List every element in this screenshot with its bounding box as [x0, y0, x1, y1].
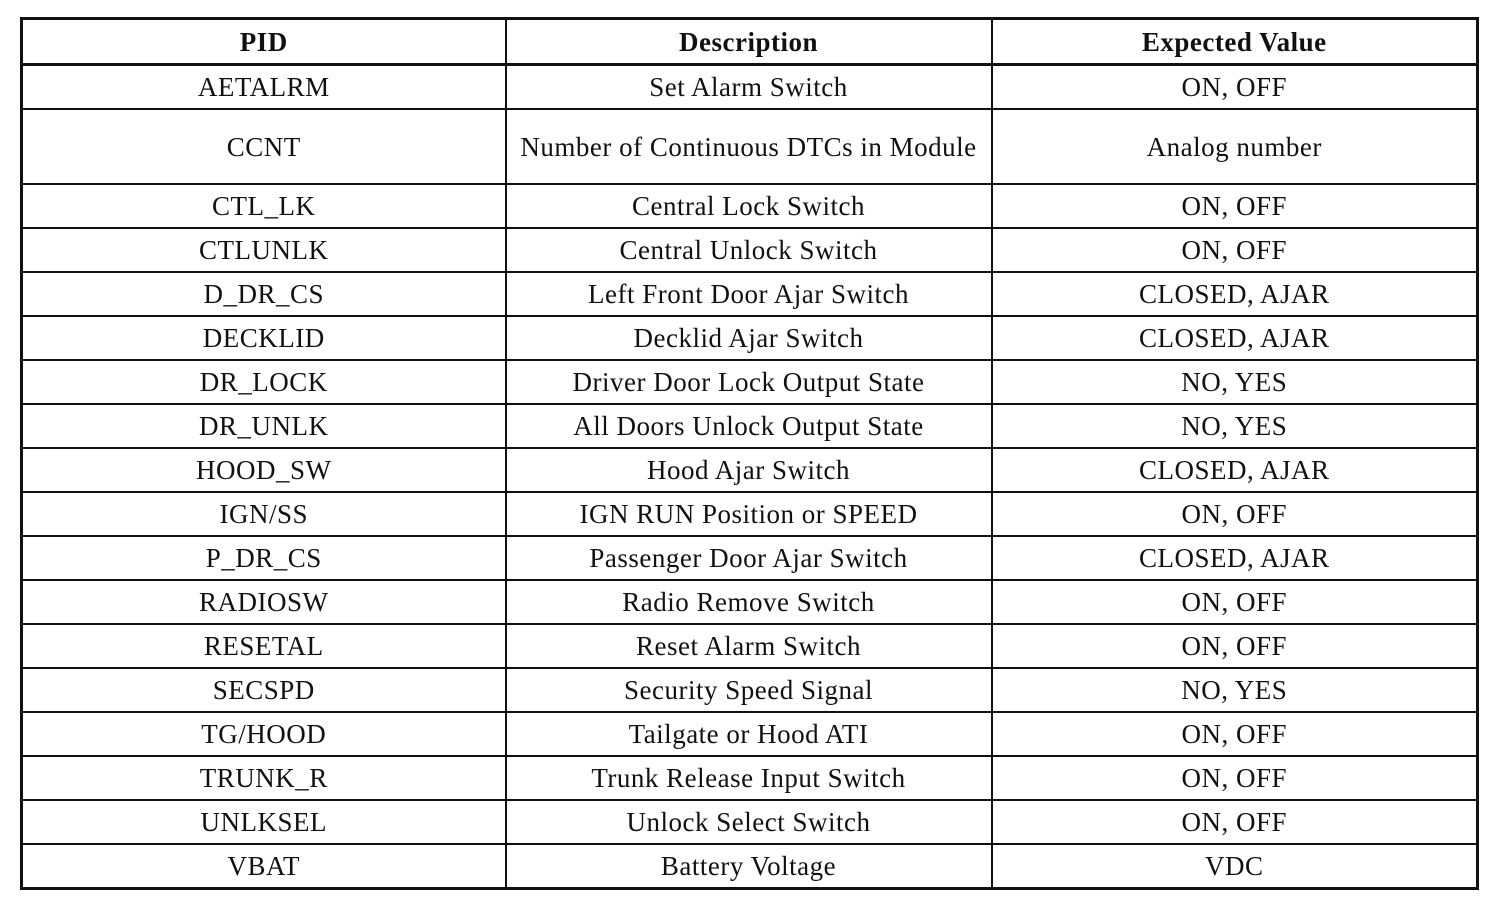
- description-cell: Left Front Door Ajar Switch: [506, 272, 992, 316]
- expected-value-cell: Analog number: [992, 109, 1478, 184]
- pid-cell: DR_LOCK: [22, 360, 506, 404]
- header-expected-value: Expected Value: [992, 19, 1478, 65]
- expected-value-cell: ON, OFF: [992, 580, 1478, 624]
- pid-cell: TG/HOOD: [22, 712, 506, 756]
- table-row: [22, 184, 1478, 228]
- table-row: [22, 844, 1478, 889]
- expected-value-cell: ON, OFF: [992, 492, 1478, 536]
- table-row: [22, 360, 1478, 404]
- description-cell: Tailgate or Hood ATI: [506, 712, 992, 756]
- pid-table: [20, 17, 1479, 890]
- expected-value-cell: NO, YES: [992, 668, 1478, 712]
- expected-value-cell: CLOSED, AJAR: [992, 316, 1478, 360]
- pid-cell: CTLUNLK: [22, 228, 506, 272]
- expected-value-cell: NO, YES: [992, 360, 1478, 404]
- pid-cell: VBAT: [22, 844, 506, 889]
- description-cell: Set Alarm Switch: [506, 65, 992, 110]
- table-row: [22, 580, 1478, 624]
- pid-cell: P_DR_CS: [22, 536, 506, 580]
- table-row: [22, 668, 1478, 712]
- description-cell: Security Speed Signal: [506, 668, 992, 712]
- pid-cell: IGN/SS: [22, 492, 506, 536]
- table-row: [22, 109, 1478, 184]
- table-row: [22, 65, 1478, 110]
- description-cell: Radio Remove Switch: [506, 580, 992, 624]
- table-row: [22, 272, 1478, 316]
- pid-cell: DR_UNLK: [22, 404, 506, 448]
- pid-cell: CCNT: [22, 109, 506, 184]
- table-row: [22, 448, 1478, 492]
- table-row: [22, 624, 1478, 668]
- expected-value-cell: ON, OFF: [992, 65, 1478, 110]
- pid-cell: DECKLID: [22, 316, 506, 360]
- pid-cell: HOOD_SW: [22, 448, 506, 492]
- expected-value-cell: NO, YES: [992, 404, 1478, 448]
- description-cell: Decklid Ajar Switch: [506, 316, 992, 360]
- pid-cell: SECSPD: [22, 668, 506, 712]
- pid-cell: RADIOSW: [22, 580, 506, 624]
- description-cell: Number of Continuous DTCs in Module: [506, 109, 992, 184]
- description-cell: IGN RUN Position or SPEED: [506, 492, 992, 536]
- description-cell: Battery Voltage: [506, 844, 992, 889]
- description-cell: Unlock Select Switch: [506, 800, 992, 844]
- expected-value-cell: ON, OFF: [992, 756, 1478, 800]
- table-row: [22, 800, 1478, 844]
- expected-value-cell: CLOSED, AJAR: [992, 536, 1478, 580]
- table-row: [22, 404, 1478, 448]
- table-row: [22, 712, 1478, 756]
- description-cell: All Doors Unlock Output State: [506, 404, 992, 448]
- expected-value-cell: ON, OFF: [992, 712, 1478, 756]
- description-cell: Central Unlock Switch: [506, 228, 992, 272]
- description-cell: Hood Ajar Switch: [506, 448, 992, 492]
- header-pid: PID: [22, 19, 506, 65]
- expected-value-cell: ON, OFF: [992, 800, 1478, 844]
- description-cell: Reset Alarm Switch: [506, 624, 992, 668]
- expected-value-cell: CLOSED, AJAR: [992, 272, 1478, 316]
- pid-cell: TRUNK_R: [22, 756, 506, 800]
- table-row: [22, 536, 1478, 580]
- expected-value-cell: ON, OFF: [992, 184, 1478, 228]
- pid-cell: CTL_LK: [22, 184, 506, 228]
- table-row: [22, 492, 1478, 536]
- pid-cell: UNLKSEL: [22, 800, 506, 844]
- header-description: Description: [506, 19, 992, 65]
- pid-cell: AETALRM: [22, 65, 506, 110]
- pid-cell: D_DR_CS: [22, 272, 506, 316]
- description-cell: Passenger Door Ajar Switch: [506, 536, 992, 580]
- expected-value-cell: CLOSED, AJAR: [992, 448, 1478, 492]
- expected-value-cell: ON, OFF: [992, 228, 1478, 272]
- table-row: [22, 228, 1478, 272]
- pid-cell: RESETAL: [22, 624, 506, 668]
- table-row: [22, 756, 1478, 800]
- expected-value-cell: VDC: [992, 844, 1478, 889]
- expected-value-cell: ON, OFF: [992, 624, 1478, 668]
- header-row: [22, 19, 1478, 65]
- description-cell: Trunk Release Input Switch: [506, 756, 992, 800]
- description-cell: Driver Door Lock Output State: [506, 360, 992, 404]
- description-cell: Central Lock Switch: [506, 184, 992, 228]
- table-row: [22, 316, 1478, 360]
